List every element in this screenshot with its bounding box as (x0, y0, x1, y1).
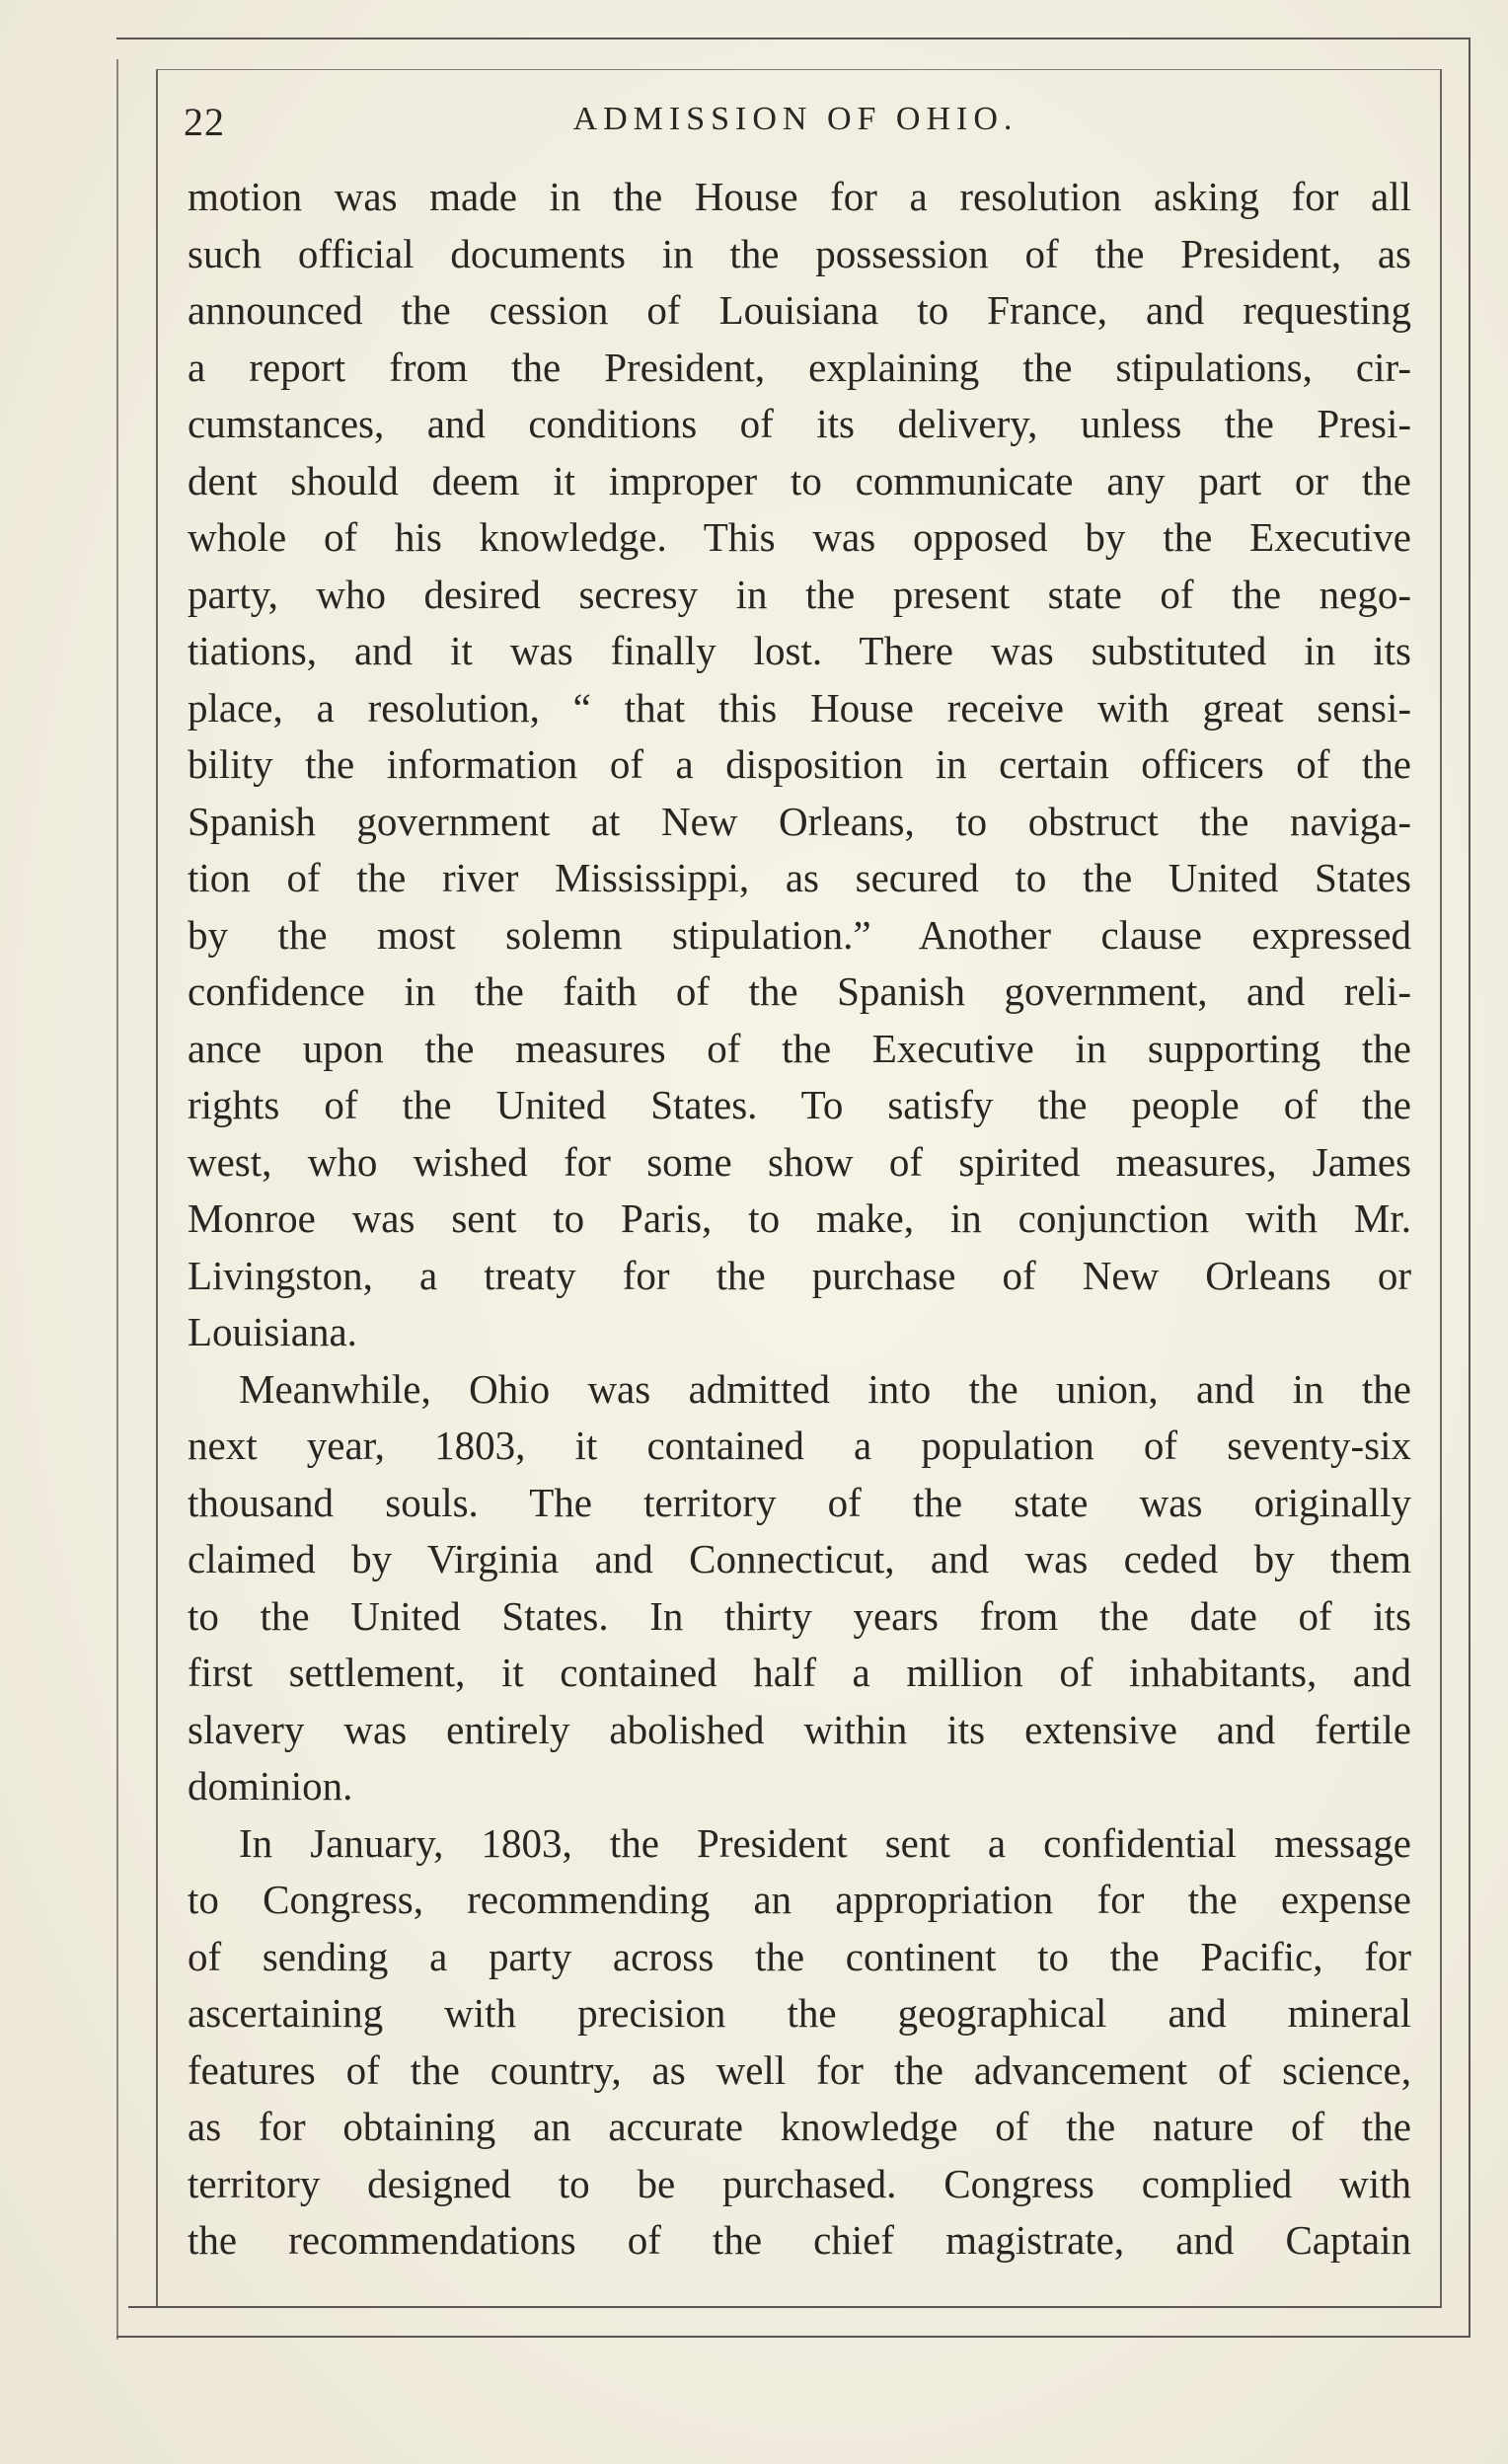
text-line: Monroe was sent to Paris, to make, in conjunction with Mr. (188, 1195, 1411, 1241)
text-line: slavery was entirely abolished within its extensive and fertile (188, 1706, 1411, 1752)
text-line: of sending a party across the continent to the Pacific, for (188, 1933, 1411, 1979)
text-line: next year, 1803, it contained a population of seventy-six (188, 1423, 1411, 1468)
outer-border-bottom (116, 2336, 1470, 2338)
text-line: motion was made in the House for a resolution asking for all (188, 174, 1411, 219)
text-line: ance upon the measures of the Executive in supporting the (188, 1025, 1411, 1071)
text-line: territory designed to be purchased. Congress complied with (188, 2160, 1411, 2206)
inner-border-left (156, 69, 158, 2308)
text-line: Spanish government at New Orleans, to obstruct the naviga- (188, 798, 1411, 844)
text-line: such official documents in the possession of the President, as (188, 230, 1411, 276)
outer-border-top (116, 38, 1470, 39)
text-line: first settlement, it contained half a million of inhabitants, and (188, 1650, 1411, 1695)
text-line: announced the cession of Louisiana to France, and requesting (188, 287, 1411, 333)
text-line: Louisiana. (188, 1309, 357, 1354)
text-line: party, who desired secresy in the present state of the nego- (188, 571, 1411, 617)
text-line: tiations, and it was finally lost. There was substituted in its (188, 628, 1411, 673)
running-head: ADMISSION OF OHIO. (572, 101, 1018, 137)
text-line: rights of the United States. To satisfy the people of the (188, 1082, 1411, 1127)
text-line: by the most solemn stipulation.” Another clause expressed (188, 911, 1411, 958)
text-line: tion of the river Mississippi, as secured to the United States (188, 855, 1411, 900)
text-line: west, who wished for some show of spirited measures, James (188, 1138, 1411, 1185)
text-line: bility the information of a disposition in certain officers of the (188, 741, 1411, 787)
text-line: to the United States. In thirty years from the date of its (188, 1592, 1411, 1639)
inner-border-right (1440, 69, 1442, 2308)
text-line: ascertaining with precision the geographical and mineral (188, 1990, 1411, 2036)
text-line: features of the country, as well for the advancement of science, (188, 2046, 1411, 2093)
text-line: a report from the President, explaining the stipulations, cir- (188, 344, 1411, 390)
text-line: dent should deem it improper to communicate any part or the (188, 457, 1411, 503)
page-header (184, 99, 1407, 158)
inner-border-bottom (128, 2306, 1441, 2308)
inner-border-top (156, 69, 1441, 70)
outer-border-left (116, 59, 118, 2340)
text-line: the recommendations of the chief magistrate, and Captain (188, 2217, 1411, 2263)
text-line: Livingston, a treaty for the purchase of New Orleans or (188, 1252, 1411, 1298)
text-line: thousand souls. The territory of the state was originally (188, 1479, 1411, 1525)
text-line: In January, 1803, the President sent a confidential message (239, 1819, 1411, 1866)
text-line: whole of his knowledge. This was opposed by the Executive (188, 514, 1411, 560)
text-line: claimed by Virginia and Connecticut, and was ceded by them (188, 1536, 1411, 1581)
text-line: Meanwhile, Ohio was admitted into the union, and in the (239, 1365, 1411, 1412)
text-line: dominion. (188, 1763, 353, 1809)
body-text (188, 169, 1411, 2270)
text-line: confidence in the faith of the Spanish government, and reli- (188, 968, 1411, 1014)
text-line: as for obtaining an accurate knowledge of the nature of the (188, 2104, 1411, 2149)
page-number: 22 (184, 100, 225, 144)
text-line: place, a resolution, “ that this House receive with great sensi- (188, 684, 1411, 731)
text-line: to Congress, recommending an appropriation for the expense (188, 1877, 1411, 1922)
text-line: cumstances, and conditions of its delivery, unless the Presi- (188, 401, 1411, 446)
outer-border-right (1469, 38, 1470, 2338)
